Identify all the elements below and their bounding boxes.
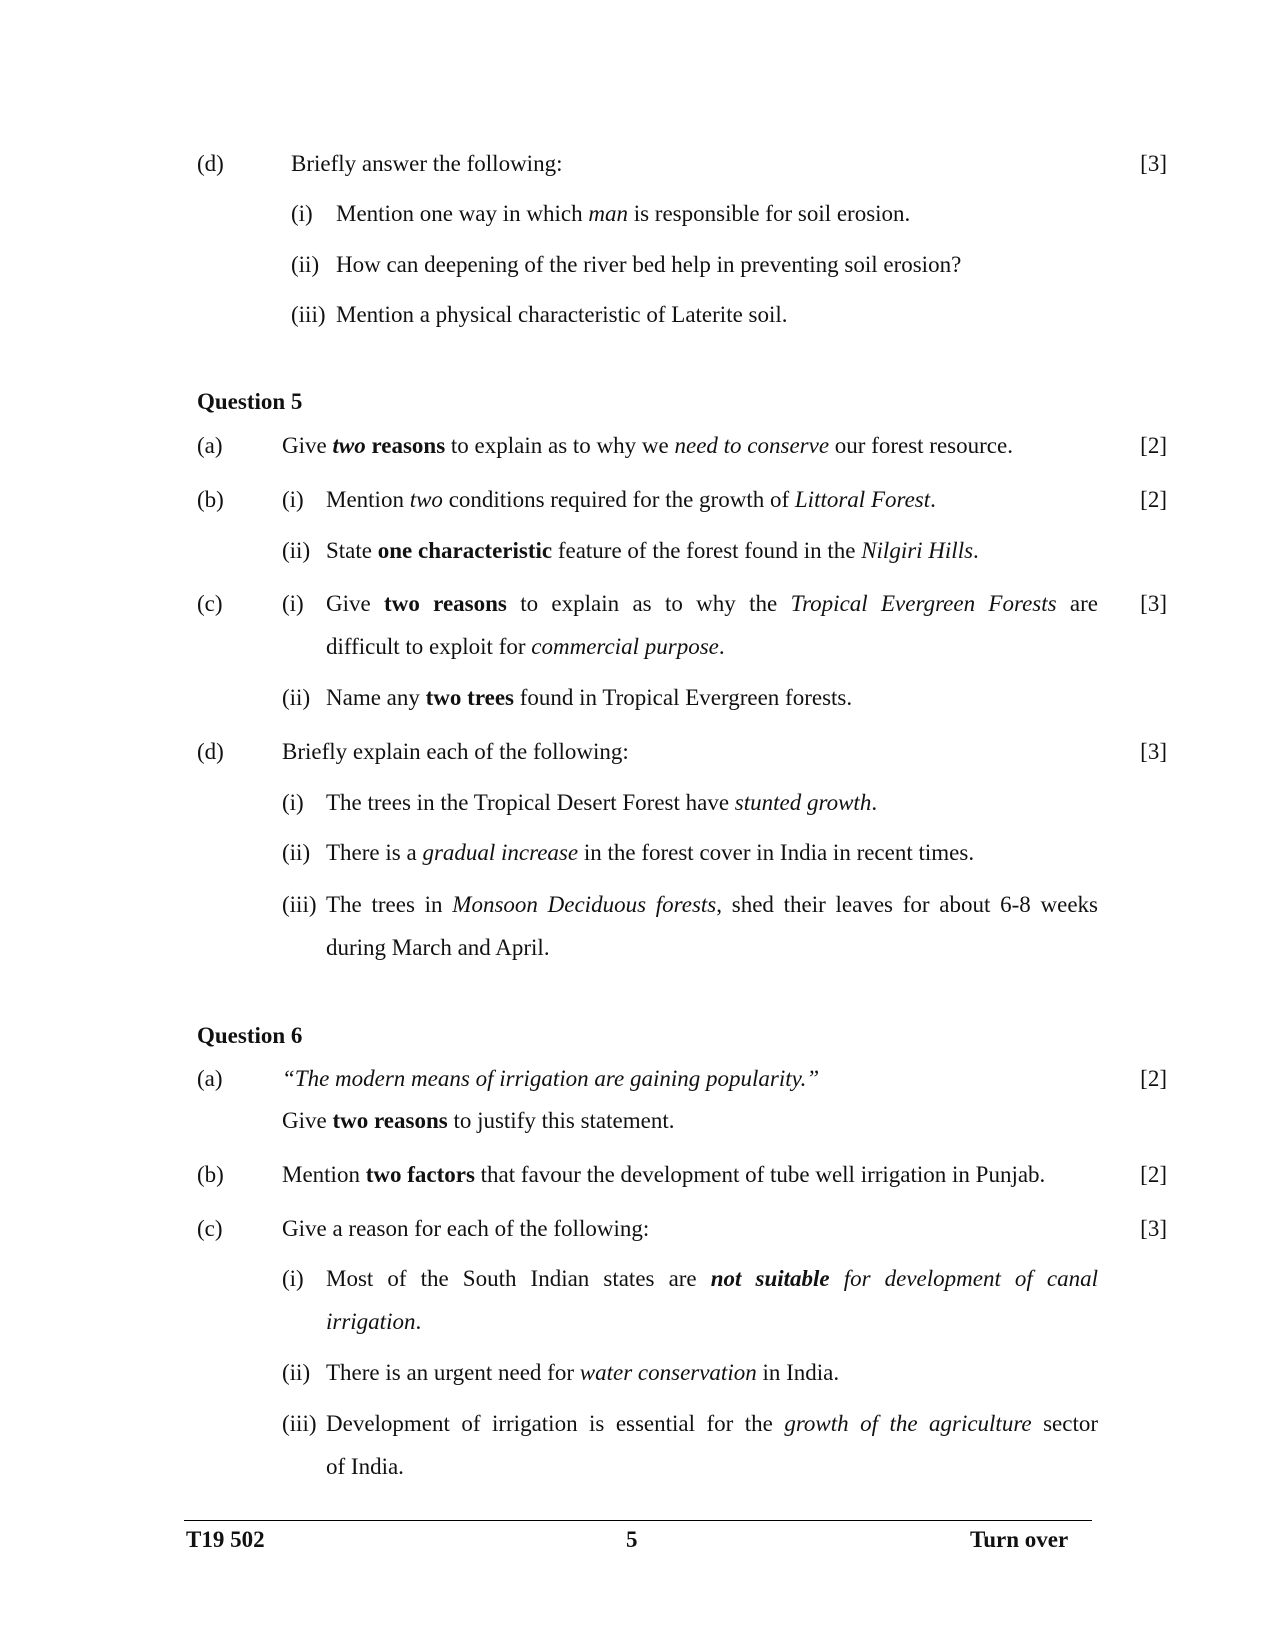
question-5-heading: Question 5 (197, 389, 303, 414)
q5d-label: (d) (197, 739, 224, 764)
q5b-i-num: (i) (282, 487, 304, 512)
q6c-i-text-cont: irrigation. (326, 1309, 422, 1334)
q5c-i-text-cont: difficult to exploit for commercial purpose. (326, 634, 725, 659)
q5d-iii-text: The trees in Monsoon Deciduous forests, shed their leaves for about 6-8 weeks (326, 892, 1099, 917)
question-6-heading: Question 6 (197, 1023, 303, 1048)
q5c-i-num: (i) (282, 591, 304, 616)
q6a-marks: [2] (1140, 1066, 1167, 1091)
q4d-label: (d) (197, 151, 224, 176)
q5a-label: (a) (197, 433, 223, 458)
q6a-text: Give two reasons to justify this statement. (282, 1108, 675, 1133)
q5d-i-text: The trees in the Tropical Desert Forest have stunted growth. (326, 790, 878, 815)
paper-code: T19 502 (186, 1527, 265, 1552)
q6c-i-text: Most of the South Indian states are not suitable for development of canal (326, 1266, 1098, 1291)
q4d-text: Briefly answer the following: (291, 151, 563, 176)
page-number: 5 (626, 1527, 638, 1552)
q5d-iii-text-cont: during March and April. (326, 935, 550, 960)
q5b-ii-text: State one characteristic feature of the forest found in the Nilgiri Hills. (326, 538, 979, 563)
q6b-label: (b) (197, 1162, 224, 1187)
q6c-iii-num: (iii) (282, 1411, 317, 1436)
q5c-label: (c) (197, 591, 223, 616)
q4d-ii-text: How can deepening of the river bed help in preventing soil erosion? (336, 252, 962, 277)
q6a-quote: “The modern means of irrigation are gaining popularity.” (282, 1066, 820, 1091)
q4d-i-text: Mention one way in which man is responsible for soil erosion. (336, 201, 911, 226)
q5a-marks: [2] (1140, 433, 1167, 458)
q5d-i-num: (i) (282, 790, 304, 815)
q6a-label: (a) (197, 1066, 223, 1091)
q6c-ii-text: There is an urgent need for water conservation in India. (326, 1360, 840, 1385)
q6c-iii-text-cont: of India. (326, 1454, 404, 1479)
q6c-iii-text: Development of irrigation is essential for the growth of the agriculture sector (326, 1411, 1099, 1436)
q4d-ii-num: (ii) (291, 252, 320, 277)
q5a-text: Give two reasons to explain as to why we need to conserve our forest resource. (282, 433, 1013, 458)
q6b-text: Mention two factors that favour the development of tube well irrigation in Punjab. (282, 1162, 1046, 1187)
q4d-iii-num: (iii) (291, 302, 326, 327)
q4d-iii-text: Mention a physical characteristic of Laterite soil. (336, 302, 788, 327)
q5b-i-text: Mention two conditions required for the growth of Littoral Forest. (326, 487, 936, 512)
q5c-ii-num: (ii) (282, 685, 311, 710)
q6c-text: Give a reason for each of the following: (282, 1216, 650, 1241)
q4d-i-num: (i) (291, 201, 313, 226)
q4d-marks: [3] (1140, 151, 1167, 176)
q5b-ii-num: (ii) (282, 538, 311, 563)
q6c-marks: [3] (1140, 1216, 1167, 1241)
q6c-i-num: (i) (282, 1266, 304, 1291)
q5c-marks: [3] (1140, 591, 1167, 616)
q5d-ii-text: There is a gradual increase in the forest cover in India in recent times. (326, 840, 975, 865)
footer-divider (184, 1520, 1092, 1521)
q6c-ii-num: (ii) (282, 1360, 311, 1385)
q5d-marks: [3] (1140, 739, 1167, 764)
q5b-marks: [2] (1140, 487, 1167, 512)
q5c-ii-text: Name any two trees found in Tropical Evergreen forests. (326, 685, 853, 710)
q6b-marks: [2] (1140, 1162, 1167, 1187)
q6c-label: (c) (197, 1216, 223, 1241)
turn-over-label: Turn over (970, 1527, 1069, 1552)
q5d-iii-num: (iii) (282, 892, 317, 917)
q5b-label: (b) (197, 487, 224, 512)
q5d-text: Briefly explain each of the following: (282, 739, 629, 764)
q5c-i-text: Give two reasons to explain as to why the Tropical Evergreen Forests are (326, 591, 1098, 616)
q5d-ii-num: (ii) (282, 840, 311, 865)
